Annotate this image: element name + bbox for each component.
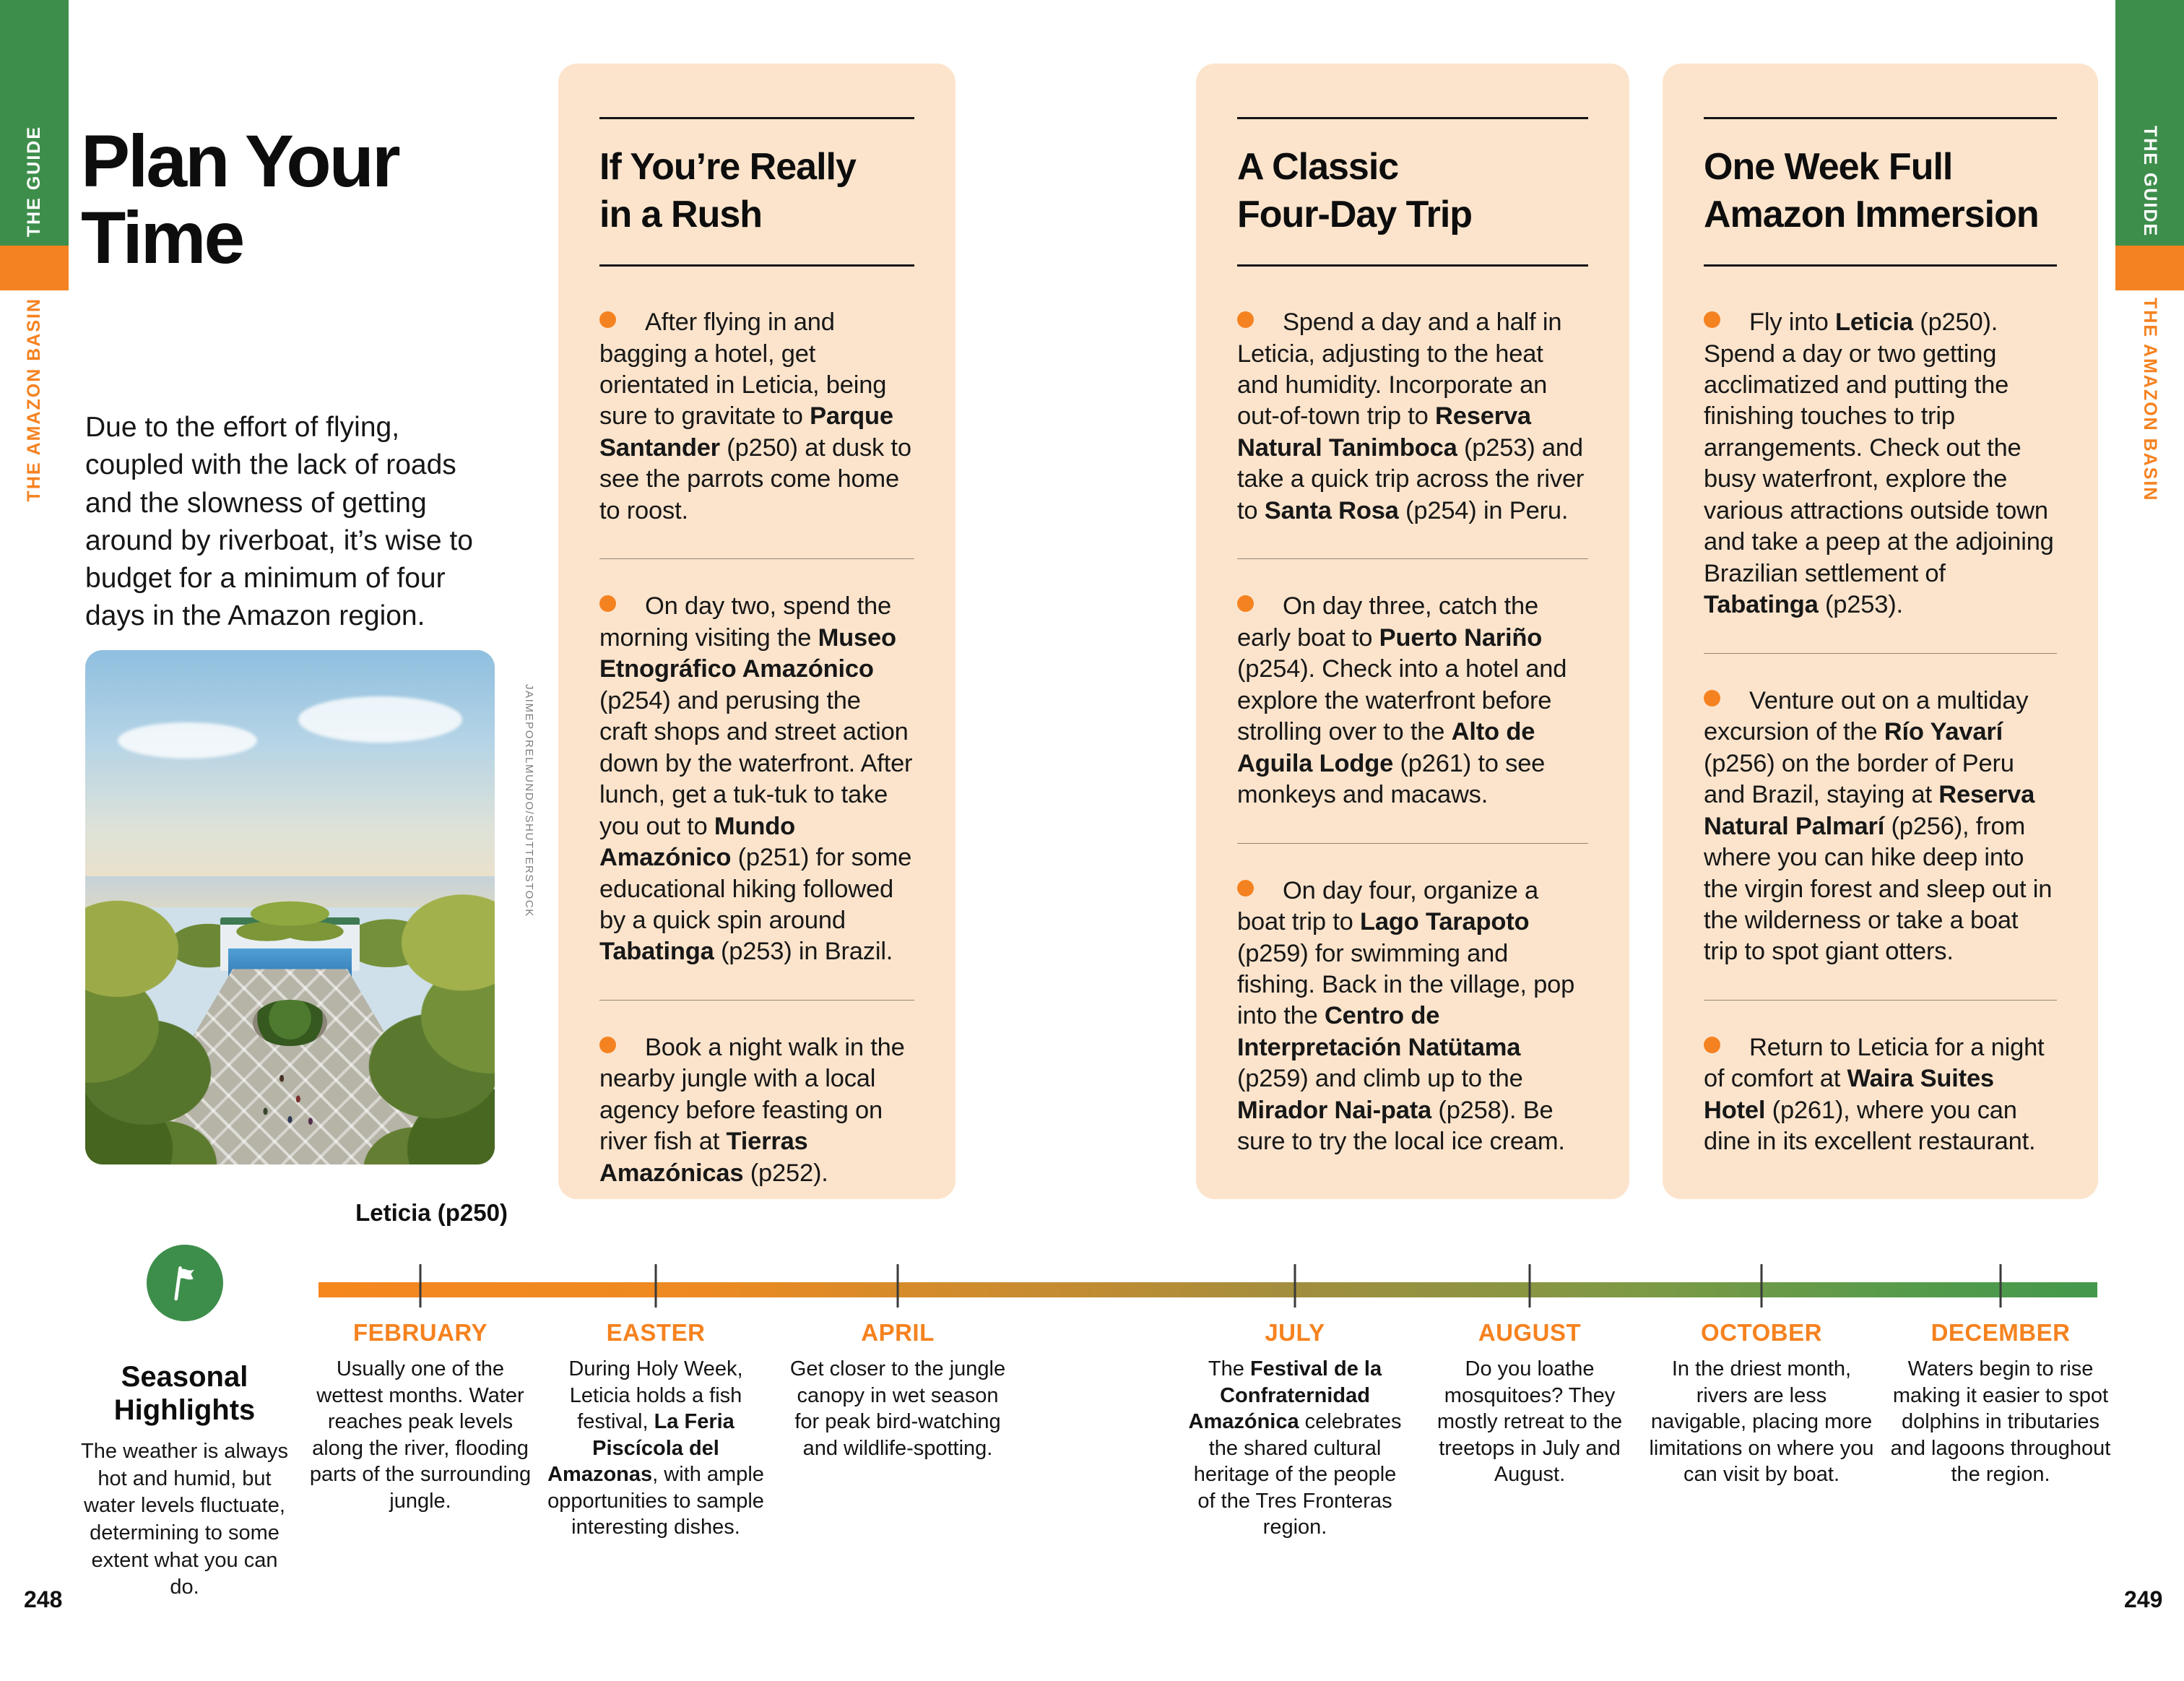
bullet-divider — [1237, 558, 1588, 559]
timeline-tick — [420, 1264, 422, 1308]
page-title-line1: Plan Your — [81, 120, 399, 202]
bullet-divider — [1704, 1000, 2057, 1001]
card-bullet-list — [599, 307, 914, 1189]
seasonal-text: The weather is always hot and humid, but water levels fluctuate, determining to some extent what you can do. — [81, 1440, 288, 1599]
month-label: OCTOBER — [1701, 1319, 1822, 1346]
photo-people — [85, 1062, 495, 1144]
card-bullet: Return to Leticia for a night of comfort at Waira Suites Hotel (p261), where you can dine in its excellent restaurant. — [1704, 1033, 2045, 1156]
timeline-tick — [1761, 1264, 1763, 1308]
card-bullet: Fly into Leticia (p250). Spend a day or two getting acclimatized and putting the finishing touches to trip arrangements. Check out the busy waterfront, explore the various attractions outside town and take a peep at the adjoining Brazilian settlement of Tabatinga (p253). — [1704, 308, 2054, 619]
bullet-dot-icon — [599, 595, 616, 612]
card-bullet-list — [1237, 307, 1588, 1158]
card-title-rule-top — [1704, 117, 2057, 119]
right-tab-the-guide — [2115, 0, 2184, 237]
bullet-dot-icon — [1704, 690, 1720, 706]
month-text: Waters begin to rise making it easier to spot dolphins in tributaries and lagoons throughout the region. — [1890, 1357, 2111, 1487]
bullet-dot-icon — [1704, 311, 1720, 328]
month-text: Do you loathe mosquitoes? They mostly retreat to the treetops in July and August. — [1436, 1357, 1623, 1487]
card-title-rule-bottom — [1237, 264, 1588, 267]
season-month — [1888, 1264, 2113, 1488]
season-month — [785, 1264, 1010, 1461]
card-title: A Classic Four-Day Trip — [1237, 146, 1473, 235]
left-tab-the-guide-label: THE GUIDE — [24, 125, 44, 237]
card-bullet: After flying in and bagging a hotel, get orientated in Leticia, being sure to gravitate to Parque Santander (p250) at dusk to see the parrots come home to roost. — [599, 308, 911, 524]
card-title: One Week Full Amazon Immersion — [1704, 146, 2039, 235]
card-bullet: On day two, spend the morning visiting the Museo Etnográfico Amazónico (p254) and perusing the craft shops and street action down by the waterfront. After lunch, get a tuk-tuk to take you out to Mundo Amazónico (p251) for some educational hiking followed by a quick spin around Tabatinga (p253) in Brazil. — [599, 592, 913, 966]
month-text: Get closer to the jungle canopy in wet season for peak bird-watching and wildlife-spotting. — [789, 1357, 1006, 1460]
month-text: Usually one of the wettest months. Water reaches peak levels along the river, flooding parts of the surrounding jungle. — [309, 1357, 532, 1513]
card-title-rule-top — [1237, 117, 1588, 119]
season-month — [1649, 1264, 1874, 1488]
card-bullet: Spend a day and a half in Leticia, adjusting to the heat and humidity. Incorporate an out-of-town trip to Reserva Natural Tanimboca (p253) and take a quick trip across the river to Santa Rosa (p254) in Peru. — [1237, 308, 1585, 524]
photo-palm-canopy — [233, 892, 347, 964]
season-month — [1417, 1264, 1642, 1488]
left-tab-amazon-basin-label: THE AMAZON BASIN — [24, 298, 44, 502]
right-tab-orange-bar — [2115, 246, 2184, 290]
right-tab-amazon-basin-label: THE AMAZON BASIN — [2140, 298, 2160, 502]
card-title-rule-top — [599, 117, 914, 119]
itinerary-card — [558, 64, 956, 1199]
month-label: JULY — [1265, 1319, 1325, 1346]
season-month — [308, 1264, 533, 1514]
page-number-left: 248 — [24, 1586, 63, 1612]
seasonal-heading-line2: Highlights — [113, 1394, 256, 1426]
card-bullet: Venture out on a multiday excursion of the Río Yavarí (p256) on the border of Peru and Brazil, staying at Reserva Natural Palmarí (p256), from where you can hike deep into the virgin forest and sleep out in the wilderness or take a boat trip to spot giant otters. — [1704, 686, 2053, 966]
month-text: During Holy Week, Leticia holds a fish festival, La Feria Piscícola del Amazonas, with ample opportunities to sample interesting dishes. — [547, 1357, 764, 1539]
itinerary-card — [1196, 64, 1629, 1199]
photo-sky — [85, 650, 495, 897]
timeline-tick — [1294, 1264, 1296, 1308]
timeline-tick — [655, 1264, 657, 1308]
left-tab-orange-bar — [0, 246, 69, 290]
month-label: EASTER — [606, 1319, 706, 1346]
card-bullet: Book a night walk in the nearby jungle with a local agency before feasting on river fish at Tierras Amazónicas (p252). — [599, 1033, 905, 1187]
bullet-dot-icon — [1237, 311, 1254, 328]
left-tab-the-guide — [0, 0, 69, 237]
page-title — [81, 120, 399, 280]
card-title-rule-bottom — [599, 264, 914, 267]
timeline-tick — [1529, 1264, 1531, 1308]
bullet-dot-icon — [1237, 595, 1254, 612]
right-tab-the-guide-label: THE GUIDE — [2140, 125, 2160, 237]
bullet-dot-icon — [1704, 1037, 1720, 1053]
leticia-photo — [85, 650, 495, 1164]
timeline-tick — [897, 1264, 899, 1308]
page-title-line2: Time — [81, 196, 243, 280]
bullet-dot-icon — [1237, 880, 1254, 896]
month-label: FEBRUARY — [352, 1319, 488, 1346]
timeline-tick — [2000, 1264, 2002, 1308]
bullet-divider — [599, 1000, 914, 1001]
card-title-rule-bottom — [1704, 264, 2057, 267]
photo-credit: JAIMEPORELMUNDO/SHUTTERSTOCK — [523, 684, 535, 917]
seasonal-highlights — [74, 1245, 295, 1602]
intro-paragraph: Due to the effort of flying, coupled with the lack of roads and the slowness of getting around by riverboat, it’s wise to budget for a minimum of four days in the Amazon region. — [85, 412, 473, 632]
month-text: The Festival de la Confraternidad Amazónica celebrates the shared cultural heritage of the people of the Tres Fronteras region. — [1188, 1357, 1402, 1539]
bullet-divider — [1704, 653, 2057, 654]
right-tab-amazon-basin — [2115, 298, 2184, 501]
left-tab-amazon-basin — [0, 298, 69, 501]
bullet-divider — [599, 558, 914, 559]
bullet-dot-icon — [599, 311, 616, 328]
card-bullet-list — [1704, 307, 2057, 1158]
photo-roundabout-garden — [253, 1000, 326, 1046]
seasonal-heading — [74, 1360, 295, 1427]
photo-cloud — [118, 722, 257, 759]
month-label: AUGUST — [1478, 1319, 1582, 1346]
photo-caption: Leticia (p250) — [355, 1199, 508, 1226]
card-bullet: On day four, organize a boat trip to Lago Tarapoto (p259) for swimming and fishing. Back in the village, pop into the Centro de Interpretación Natütama (p259) and climb up to the Mirador Nai-pata (p258). Be sure to try the local ice cream. — [1237, 876, 1575, 1156]
month-label: DECEMBER — [1930, 1319, 2071, 1346]
bullet-divider — [1237, 843, 1588, 844]
season-month — [1182, 1264, 1408, 1541]
card-bullet: On day three, catch the early boat to Puerto Nariño (p254). Check into a hotel and explore the waterfront before strolling over to the Alto de Aguila Lodge (p261) to see monkeys and macaws. — [1237, 592, 1567, 809]
season-month — [543, 1264, 768, 1541]
month-text: In the driest month, rivers are less navigable, placing more limitations on where you can visit by boat. — [1649, 1357, 1874, 1487]
photo-cloud — [298, 696, 462, 743]
bullet-dot-icon — [599, 1037, 616, 1053]
flag-icon — [147, 1245, 223, 1321]
page-number-right: 249 — [2124, 1586, 2163, 1612]
itinerary-card — [1663, 64, 2098, 1199]
seasonal-heading-line1: Seasonal — [121, 1361, 248, 1393]
card-title: If You’re Really in a Rush — [599, 146, 856, 235]
month-label: APRIL — [861, 1319, 935, 1346]
